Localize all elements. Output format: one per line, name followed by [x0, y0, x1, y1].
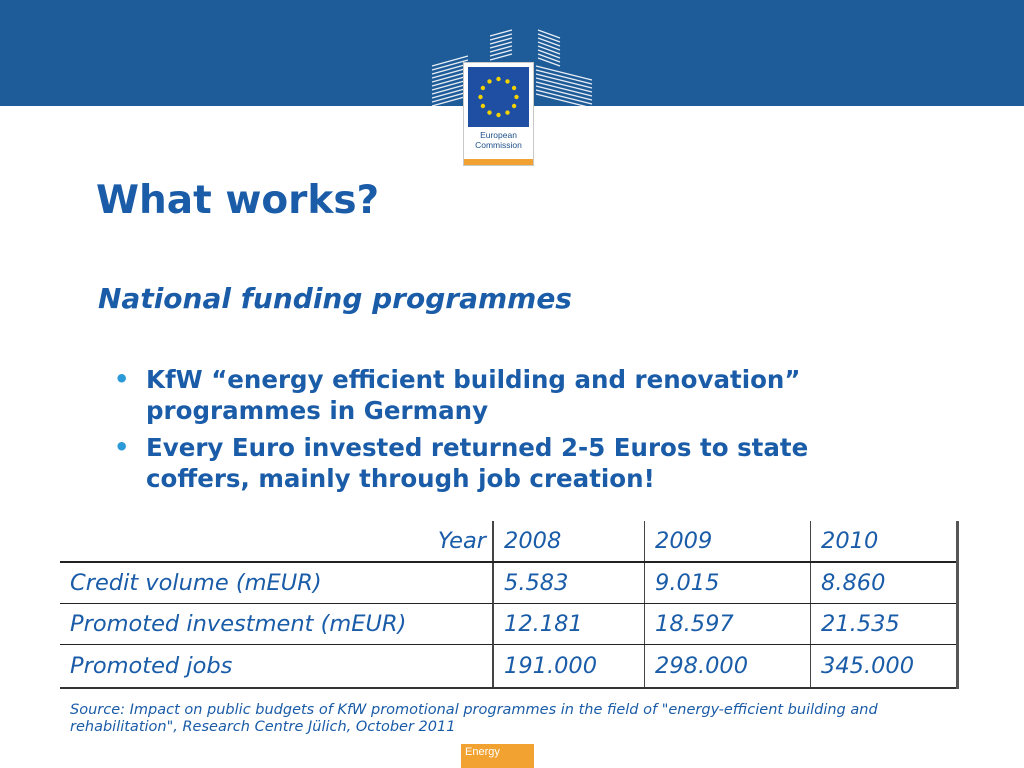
value-cell: 298.000 — [645, 645, 811, 689]
header-year-cell: 2010 — [811, 521, 958, 562]
footer-energy-tag: Energy — [461, 744, 534, 768]
value-cell: 8.860 — [811, 562, 958, 604]
table-row — [60, 562, 958, 604]
kfw-data-table — [60, 521, 959, 689]
value-cell: 191.000 — [493, 645, 645, 689]
bullet-text: KfW “energy efficient building and renovation” programmes in Germany — [146, 365, 801, 425]
table-header-row — [60, 521, 958, 562]
logo-emblem — [463, 62, 534, 166]
table-row — [60, 604, 958, 645]
bullet-list — [110, 364, 920, 500]
logo-line-1: European — [480, 130, 517, 140]
eu-flag-icon — [468, 67, 529, 127]
bullet-item — [110, 432, 920, 494]
value-cell: 5.583 — [493, 562, 645, 604]
row-label-cell: Promoted investment (mEUR) — [60, 604, 493, 645]
bullet-dot-icon: • — [114, 433, 130, 461]
header-year-cell: 2009 — [645, 521, 811, 562]
row-label-cell: Promoted jobs — [60, 645, 493, 689]
row-label-cell: Credit volume (mEUR) — [60, 562, 493, 604]
logo-accent-stripe — [464, 159, 533, 165]
header-label-cell: Year — [60, 521, 493, 562]
european-commission-logo — [428, 26, 596, 150]
value-cell: 12.181 — [493, 604, 645, 645]
value-cell: 9.015 — [645, 562, 811, 604]
source-note: Source: Impact on public budgets of KfW promotional programmes in the field of "energy-efficient building and rehabilitation", Research Centre Jülich, October 2011 — [70, 702, 878, 735]
bullet-item — [110, 364, 920, 426]
slide-subtitle: National funding programmes — [98, 282, 572, 315]
bullet-text: Every Euro invested returned 2-5 Euros to state coffers, mainly through job creation! — [146, 433, 809, 493]
bullet-dot-icon: • — [114, 365, 130, 393]
logo-line-2: Commission — [475, 140, 522, 150]
header-year-cell: 2008 — [493, 521, 645, 562]
value-cell: 18.597 — [645, 604, 811, 645]
slide-title: What works? — [96, 178, 380, 223]
value-cell: 21.535 — [811, 604, 958, 645]
table-row — [60, 645, 958, 689]
logo-wordmark — [464, 130, 533, 150]
value-cell: 345.000 — [811, 645, 958, 689]
